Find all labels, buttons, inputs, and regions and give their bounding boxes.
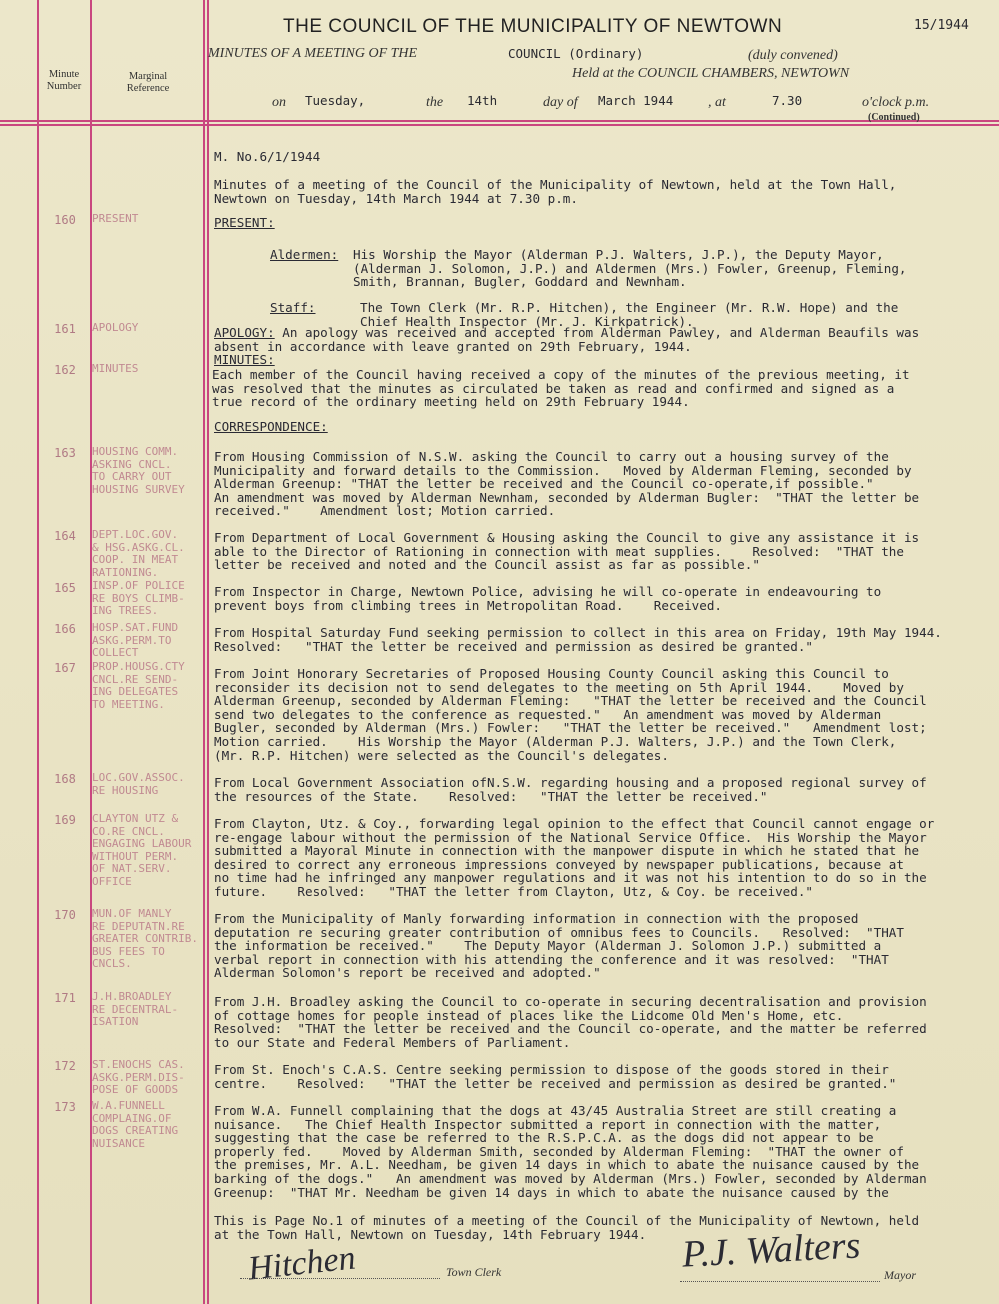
minute-text: From Joint Honorary Secretaries of Proposed Housing County Council asking this Council to reconsider its decision not to send delegates to the meeting on 5th April 1944. Moved by Alderman Greenup, seconded by Alderman Fleming: "THAT the letter be received and the Council send two delegates to the conference as requested." An amendment was moved by Alderman Bugler, seconded by Alderman (Mrs.) Fowler: "THAT the letter be received." Amendment lost; Motion carried. His Worship the Mayor (Alderman P.J. Walters, J.P.) and the Town Clerk, (Mr. R.P. Hitchen) were selected as the Council's delegates. bbox=[214, 666, 927, 763]
town-clerk-signature-line bbox=[240, 1278, 440, 1279]
present-heading: PRESENT: bbox=[214, 215, 275, 230]
minute-number: 173 bbox=[54, 1100, 76, 1114]
minute-text: From Local Government Association ofN.S.W. regarding housing and a proposed regional survey of the resources of the State. Resolved: "THAT the letter be received." bbox=[214, 775, 927, 804]
apology-paragraph bbox=[214, 326, 994, 353]
marginal-reference: W.A.FUNNELL COMPLAING.OF DOGS CREATING NUISANCE bbox=[92, 1100, 179, 1150]
staff-list: The Town Clerk (Mr. R.P. Hitchen), the Engineer (Mr. R.W. Hope) and the Chief Health Inspector (Mr. J. Kirkpatrick). bbox=[360, 300, 899, 329]
day-of-label: day of bbox=[543, 95, 578, 110]
meeting-type: COUNCIL (Ordinary) bbox=[508, 46, 644, 61]
oclock-label: o'clock p.m. bbox=[862, 95, 930, 110]
correspondence-heading: CORRESPONDENCE: bbox=[214, 419, 328, 434]
apology-text: An apology was received and accepted from Alderman Pawley, and Alderman Beaufils was absent in accordance with leave granted on 29th February, 1944. bbox=[214, 325, 920, 354]
marginal-reference: INSP.OF POLICE RE BOYS CLIMB- ING TREES. bbox=[92, 580, 185, 617]
minute-number: 164 bbox=[54, 529, 76, 543]
page-reference: 15/1944 bbox=[914, 18, 969, 33]
minute-number: 166 bbox=[54, 622, 76, 636]
marginal-reference: PRESENT bbox=[92, 213, 139, 225]
aldermen-label: Aldermen: bbox=[270, 247, 339, 262]
minute-number: 169 bbox=[54, 813, 76, 827]
minute-number: 172 bbox=[54, 1059, 76, 1073]
mayor-signature-line bbox=[680, 1281, 880, 1282]
intro-paragraph: Minutes of a meeting of the Council of the Municipality of Newtown, held at the Town Hall, Newtown on Tuesday, 14th March 1944 at 7.30 p.m. bbox=[214, 177, 897, 206]
minute-number: 168 bbox=[54, 772, 76, 786]
town-clerk-signature: Hitchen bbox=[246, 1239, 358, 1288]
marginal-reference: CLAYTON UTZ & CO.RE CNCL. ENGAGING LABOUR WITHOUT PERM. OF NAT.SERV. OFFICE bbox=[92, 813, 192, 888]
minutes-label: MINUTES: bbox=[214, 352, 275, 367]
minute-text: From the Municipality of Manly forwarding information in connection with the proposed deputation re securing greater contribution of omnibus fees to Councils. Resolved: "THAT the information be received." The Deputy Mayor (Alderman J. Solomon J.P.) submitted a verbal report in connection with his attending the conference and it was resolved: "THAT Alderman Solomon's report be received and adopted." bbox=[214, 911, 904, 981]
reference-number: M. No.6/1/1944 bbox=[214, 149, 321, 164]
at-label: , at bbox=[708, 95, 726, 110]
on-label: on bbox=[272, 95, 286, 110]
minute-text: From Clayton, Utz. & Coy., forwarding legal opinion to the effect that Council cannot engage or re-engage labour without the permission of the National Service Office. His Worship the Mayor submitted a Mayoral Minute in connection with the manpower dispute in which he stated that he desired to correct any erroneous impressions conveyed by newspaper publications, because at no time had he infringed any manpower regulations and it was not his intention to do so in the future. Resolved: "THAT the letter from Clayton, Utz, & Coy. be received." bbox=[214, 816, 935, 899]
minutes-of-label: MINUTES OF A MEETING OF THE bbox=[208, 46, 418, 61]
minute-text: From Housing Commission of N.S.W. asking the Council to carry out a housing survey of the Municipality and forward details to the Commission. Moved by Alderman Fleming, seconded by Alderman Greenup: "THAT the letter be received and the Council co-operate,if possible." An amendment was moved by Alderman Newnham, seconded by Alderman Bugler: "THAT the letter be received." Amendment lost; Motion carried. bbox=[214, 449, 920, 519]
minute-number: 167 bbox=[54, 661, 76, 675]
minute-number: 165 bbox=[54, 581, 76, 595]
minute-number: 162 bbox=[54, 363, 76, 377]
marginal-reference: ST.ENOCHS CAS. ASKG.PERM.DIS- POSE OF GOODS bbox=[92, 1059, 185, 1096]
minute-number: 161 bbox=[54, 322, 76, 336]
col-minute-number: Minute Number bbox=[46, 69, 82, 92]
marginal-reference: HOUSING COMM. ASKING CNCL. TO CARRY OUT HOUSING SURVEY bbox=[92, 446, 185, 496]
marginal-reference: J.H.BROADLEY RE DECENTRAL- ISATION bbox=[92, 991, 179, 1028]
marginal-reference: APOLOGY bbox=[92, 322, 139, 334]
held-at-label: Held at the COUNCIL CHAMBERS, NEWTOWN bbox=[572, 66, 850, 81]
header-rule-2 bbox=[0, 124, 999, 126]
marginal-reference: MUN.OF MANLY RE DEPUTATN.RE GREATER CONTRIB. BUS FEES TO CNCLS. bbox=[92, 908, 198, 970]
minute-number: 171 bbox=[54, 991, 76, 1005]
council-title: THE COUNCIL OF THE MUNICIPALITY OF NEWTOWN bbox=[283, 16, 783, 37]
month-year: March 1944 bbox=[598, 93, 674, 108]
minute-text: From Hospital Saturday Fund seeking permission to collect in this area on Friday, 19th May 1944. Resolved: "THAT the letter be received and permission as desired be granted." bbox=[214, 625, 942, 654]
col-marginal-reference: Marginal Reference bbox=[126, 71, 170, 94]
marginal-reference: LOC.GOV.ASSOC. RE HOUSING bbox=[92, 772, 185, 797]
mayor-signature: P.J. Walters bbox=[681, 1224, 862, 1276]
minute-text: From W.A. Funnell complaining that the dogs at 43/45 Australia Street are still creating a nuisance. The Chief Health Inspector submitted a report in connection with the matter, suggesting that the case be referred to the R.S.P.C.A. as the dogs did not appear to be properly fed. Moved by Alderman Smith, seconded by Alderman Fleming: "THAT the owner of the premises, Mr. A.L. Needham, be given 14 days in which to abate the nuisance caused by the barking of the dogs." An amendment was moved by Alderman (Mrs.) Fowler, seconded by Alderman Greenup: "THAT Mr. Needham be given 14 days in which to abate the nuisance caused by the bbox=[214, 1103, 927, 1200]
convened-label: (duly convened) bbox=[748, 48, 838, 63]
mayor-label: Mayor bbox=[884, 1268, 916, 1282]
marginal-reference: HOSP.SAT.FUND ASKG.PERM.TO COLLECT bbox=[92, 622, 179, 659]
minute-text: From J.H. Broadley asking the Council to co-operate in securing decentralisation and provision of cottage homes for people instead of places like the Lidcome Old Men's Home, etc. Resolved: "THAT the letter be received and the Council co-operate, and the matter be referred to our State and Federal Members of Parliament. bbox=[214, 994, 927, 1050]
staff-label: Staff: bbox=[270, 300, 316, 315]
apology-label: APOLOGY: bbox=[214, 325, 275, 340]
aldermen-list: His Worship the Mayor (Alderman P.J. Walters, J.P.), the Deputy Mayor, (Alderman J. Solomon, J.P.) and Aldermen (Mrs.) Fowler, Greenup, Fleming, Smith, Brannan, Bugler, Goddard and Newnham. bbox=[353, 247, 907, 290]
left-margin-line bbox=[37, 0, 39, 1304]
minute-text: From St. Enoch's C.A.S. Centre seeking permission to dispose of the goods stored in their centre. Resolved: "THAT the letter be received and permission as desired be granted." bbox=[214, 1062, 897, 1091]
marginal-reference: MINUTES bbox=[92, 363, 139, 375]
minute-number: 163 bbox=[54, 446, 76, 460]
day-name: Tuesday, bbox=[305, 93, 366, 108]
header-rule bbox=[0, 120, 999, 122]
minutes-paragraph: Each member of the Council having received a copy of the minutes of the previous meeting, it was resolved that the minutes as circulated be taken as read and confirmed and signed as a true record of the ordinary meeting held on 29th February 1944. bbox=[212, 367, 910, 410]
minute-text: From Inspector in Charge, Newtown Police, advising he will co-operate in endeavouring to prevent boys from climbing trees in Metropolitan Road. Received. bbox=[214, 584, 882, 613]
meeting-time: 7.30 bbox=[772, 93, 803, 108]
marginal-reference: PROP.HOUSG.CTY CNCL.RE SEND- ING DELEGATES TO MEETING. bbox=[92, 661, 185, 711]
page-footer-note: This is Page No.1 of minutes of a meeting of the Council of the Municipality of Newtown, held at the Town Hall, Newtown on Tuesday, 14th February 1944. bbox=[214, 1213, 920, 1242]
meeting-date: 14th bbox=[467, 93, 498, 108]
minute-number: 170 bbox=[54, 908, 76, 922]
marginal-reference: DEPT.LOC.GOV. & HSG.ASKG.CL. COOP. IN MEAT RATIONING. bbox=[92, 529, 185, 579]
continued-label: (Continued) bbox=[868, 112, 920, 123]
minute-number: 160 bbox=[54, 213, 76, 227]
minute-text: From Department of Local Government & Housing asking the Council to give any assistance it is able to the Director of Rationing in connection with meat supplies. Resolved: "THAT the letter be received and noted and the Council assist as far as possible." bbox=[214, 530, 920, 573]
the-label: the bbox=[426, 95, 444, 110]
town-clerk-label: Town Clerk bbox=[446, 1265, 502, 1279]
